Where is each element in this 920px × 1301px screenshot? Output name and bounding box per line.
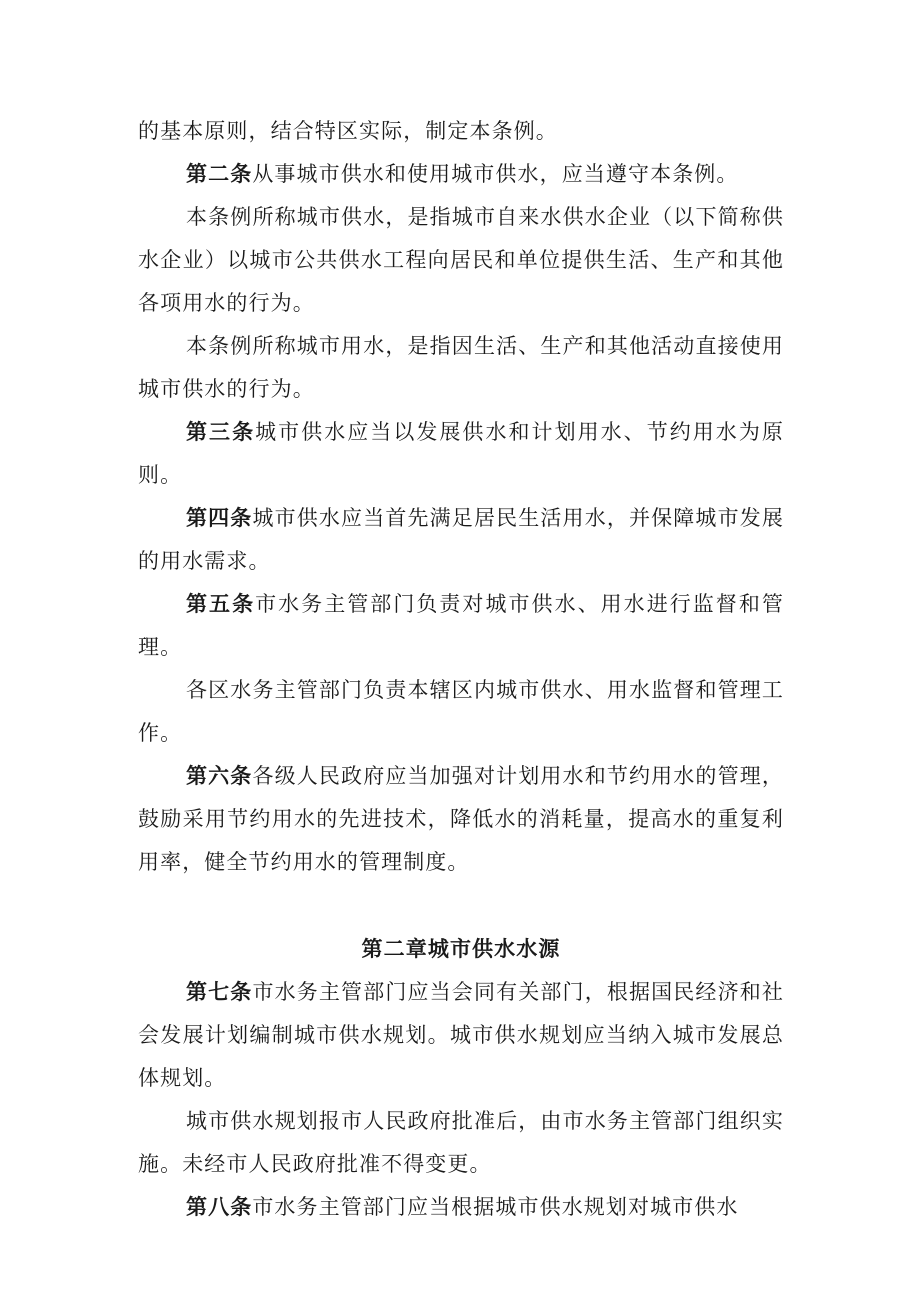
chapter-heading: 第二章城市供水水源 (361, 937, 561, 961)
document-body (138, 110, 784, 1229)
article-title: 第七条 (186, 980, 253, 1004)
article-title: 第二条 (186, 162, 253, 186)
article-4 (138, 497, 784, 583)
paragraph: 城市供水规划报市人民政府批准后，由市水务主管部门组织实施。未经市人民政府批准不得变更。 (138, 1109, 784, 1176)
article-text: 市水务主管部门负责对城市供水、用水进行监督和管理。 (138, 592, 784, 659)
article-7 (138, 971, 784, 1100)
paragraph: 的基本原则，结合特区实际，制定本条例。 (138, 119, 558, 143)
article-title: 第四条 (186, 506, 253, 530)
paragraph: 本条例所称城市供水，是指城市自来水供水企业（以下简称供水企业）以城市公共供水工程向居民和单位提供生活、生产和其他各项用水的行为。 (138, 205, 784, 315)
article-text: 市水务主管部门应当根据城市供水规划对城市供水 (252, 1195, 739, 1219)
paragraph: 本条例所称城市用水，是指因生活、生产和其他活动直接使用城市供水的行为。 (138, 334, 784, 401)
article-text: 城市供水应当以发展供水和计划用水、节约用水为原则。 (138, 420, 784, 487)
article-text: 从事城市供水和使用城市供水，应当遵守本条例。 (252, 162, 739, 186)
article-2 (138, 153, 784, 196)
article-title: 第八条 (186, 1195, 253, 1219)
article-text: 各级人民政府应当加强对计划用水和节约用水的管理，鼓励采用节约用水的先进技术，降低水的消耗量，提高水的重复利用率，健全节约用水的管理制度。 (138, 764, 784, 874)
article-6 (138, 755, 784, 884)
article-3 (138, 411, 784, 497)
article-text: 市水务主管部门应当会同有关部门，根据国民经济和社会发展计划编制城市供水规划。城市供水规划应当纳入城市发展总体规划。 (138, 980, 784, 1090)
article-title: 第三条 (186, 420, 256, 444)
article-5 (138, 583, 784, 669)
article-title: 第六条 (186, 764, 253, 788)
article-title: 第五条 (186, 592, 256, 616)
article-text: 城市供水应当首先满足居民生活用水，并保障城市发展的用水需求。 (138, 506, 784, 573)
article-8 (138, 1186, 784, 1229)
paragraph: 各区水务主管部门负责本辖区内城市供水、用水监督和管理工作。 (138, 678, 784, 745)
